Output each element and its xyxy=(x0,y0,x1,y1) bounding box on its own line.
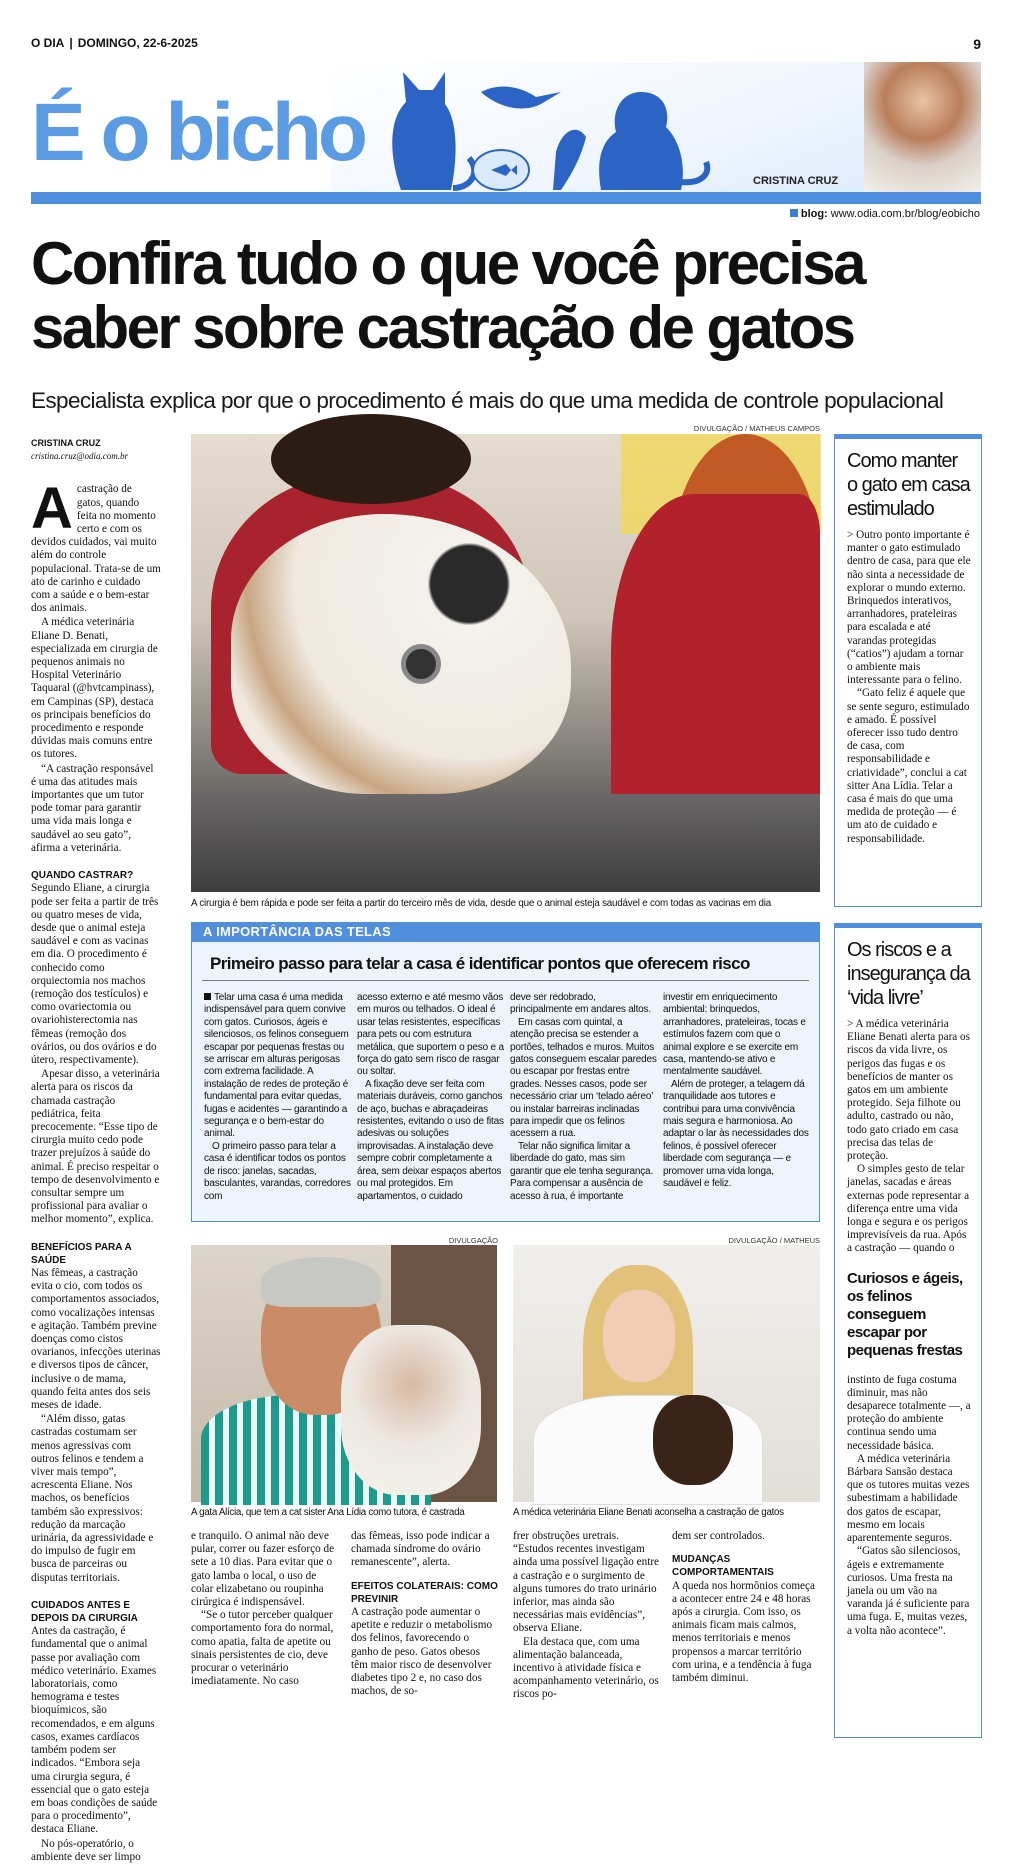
newspaper-name: O DIA xyxy=(31,36,65,50)
photo-credit: DIVULGAÇÃO xyxy=(448,1236,498,1245)
telas-box xyxy=(191,942,820,1222)
photo-caption: A gata Alícia, que tem a cat sister Ana Lídia como tutora, é castrada xyxy=(191,1507,465,1518)
paragraph: frer obstruções uretrais. “Estudos recentes investigam ainda uma possível ligação entre a castração e o surgimento de alguns tumores do trato urinário inferior, mas ainda são necessárias mais evidências”, observa Eliane. xyxy=(513,1530,660,1635)
article-bottom-column-4 xyxy=(672,1530,820,1685)
subheading-behavior: MUDANÇAS COMPORTAMENTAIS xyxy=(672,1554,774,1579)
photo-credit: DIVULGAÇÃO / MATHEUS xyxy=(728,1236,820,1245)
section-banner xyxy=(31,62,981,204)
article-bottom-column-2 xyxy=(351,1530,499,1698)
paragraph: deve ser redobrado, principalmente em andares altos. xyxy=(510,992,651,1016)
paragraph: “Além disso, gatas castradas costumam ser menos agressivas com outros felinos e tendem a viver mais tempo”, acrescenta Eliane. Nos machos, os benefícios também são expressivos: redução da marcação urinária, da agressividade e do impulso de fugir em busca de parceiras ou disputas territoriais. xyxy=(31,1413,154,1584)
square-bullet-icon xyxy=(204,993,211,1000)
headline: Confira tudo o que você precisa saber sobre castração de gatos xyxy=(31,230,864,361)
paragraph: e tranquilo. O animal não deve pular, correr ou fazer esforço de sete a 10 dias. Para evitar que o gato lamba o local, o uso de colar elizabetano ou roupinha cirúrgica é indispensável. xyxy=(191,1530,335,1609)
photo-cat xyxy=(231,514,571,794)
stethoscope-icon xyxy=(401,644,441,684)
subheading-when: QUANDO CASTRAR? xyxy=(31,870,134,882)
paragraph: Ela destaca que, com uma alimentação balanceada, incentivo à atividade física e acompanhamento veterinário, os riscos po- xyxy=(513,1635,659,1701)
lead-paragraph: Acastração de gatos, quando feita no momento certo e com os devidos cuidados, vai muito além do controle populacional. Trata-se de um ato de carinho e cuidado com a saúde e o bem-estar dos animais. xyxy=(31,476,161,615)
telas-title: Primeiro passo para telar a casa é identificar pontos que oferecem risco xyxy=(202,950,809,981)
article-bottom-column-1 xyxy=(191,1530,339,1688)
paragraph: A castração pode aumentar o apetite e reduzir o metabolismo dos felinos, favorecendo o ganho de peso. Gatos obesos têm maior risco de desenvolver diabetes tipo 2 e, no caso dos machos, de so- xyxy=(351,1606,493,1698)
photo-person-hair xyxy=(261,1257,381,1307)
telas-section-bar: A IMPORTÂNCIA DAS TELAS xyxy=(191,922,820,942)
paragraph: Além de proteger, a telagem dá tranquilidade aos tutores e contribui para uma convivência mais segura e harmoniosa. Ao adaptar o lar às necessidades dos felinos, é possível oferecer liberdade com segurança — e promover uma vida longa, saudável e feliz. xyxy=(663,1078,809,1190)
photo-kitten xyxy=(653,1395,733,1485)
paragraph: Em casas com quintal, a atenção precisa se estender a portões, telhados e muros. Muitos gatos conseguem escalar paredes ou escapar por frestas entre grades. Nesses casos, pode ser necessário criar um ‘telado aéreo’ ou instalar barreiras inclinadas para impedir que os felinos acessem a rua. xyxy=(510,1016,657,1140)
paragraph: O simples gesto de telar janelas, sacadas e áreas externas pode representar a diferença entre uma vida longa e segura e os perigos imprevisíveis da rua. Após a castração — quando o xyxy=(847,1163,970,1255)
columnist-name: CRISTINA CRUZ xyxy=(753,175,839,187)
animal-silhouettes-icon xyxy=(361,62,741,192)
subheading-care: CUIDADOS ANTES E DEPOIS DA CIRURGIA xyxy=(31,1599,138,1625)
page-number: 9 xyxy=(973,36,981,52)
main-photo xyxy=(191,434,820,892)
telas-column-1 xyxy=(204,992,351,1203)
article-left-column xyxy=(31,437,161,1865)
sidebar-title: Como manter o gato em casa estimulado xyxy=(847,450,970,520)
blog-label: blog: xyxy=(800,208,828,220)
main-photo-caption: A cirurgia é bem rápida e pode ser feita a partir do terceiro mês de vida, desde que o animal esteja saudável e com todas as vacinas em dia xyxy=(191,898,771,909)
drop-cap: A xyxy=(31,476,73,542)
paragraph: Telar uma casa é uma medida indispensável para quem convive com gatos. Curiosos, ágeis e silenciosos, os felinos conseguem escapar por pequenas frestas ou se arriscar em alturas perigosas com extrema facilidade. A instalação de redes de proteção é fundamental para evitar quedas, fugas e acidentes — garantindo a segurança e o bem-estar do animal. xyxy=(204,992,349,1140)
section-logo: É o bicho xyxy=(31,87,364,178)
square-bullet-icon xyxy=(790,209,798,217)
subheadline: Especialista explica por que o procedimento é mais do que uma medida de controle populacional xyxy=(31,388,944,413)
photo-caption: A médica veterinária Eliane Benati aconselha a castração de gatos xyxy=(513,1507,784,1518)
article-bottom-column-3 xyxy=(513,1530,661,1702)
telas-column-3 xyxy=(510,992,657,1203)
paragraph: “A castração responsável é uma das atitudes mais importantes que um tutor pode tomar para garantir uma vida mais longa e saudável ao seu gato”, afirma a veterinária. xyxy=(31,762,154,854)
photo-credit: DIVULGAÇÃO / MATHEUS CAMPOS xyxy=(693,424,820,433)
paragraph: A queda nos hormônios começa a acontecer entre 24 e 48 horas após a cirurgia. Com isso, os animais ficam mais calmos, menos territoriais e menos propensos a marcar território com urina, e a tendência à fuga também diminui. xyxy=(672,1579,815,1685)
subheading-benefits: BENEFÍCIOS PARA A SAÚDE xyxy=(31,1241,132,1266)
paragraph: A médica veterinária Bárbara Sansão destaca que os tutores muitas vezes subestimam a habilidade dos gatos de escapar, mesmo em locais aparentemente seguros. xyxy=(847,1452,970,1545)
paragraph: “Se o tutor perceber qualquer comportamento fora do normal, como apatia, falta de apetite ou sinais persistentes de cio, deve procurar o veterinário imediatamente. No caso xyxy=(191,1609,334,1688)
photo-exam-table xyxy=(191,794,820,892)
paragraph: Segundo Eliane, a cirurgia pode ser feita a partir de três ou quatro meses de vida, desde que o animal esteja saudável e com as vacinas em dia. O procedimento é conhecido como orquiectomia nos machos (remoção dos testículos) e como ovariectomia ou ovariohisterectomia nas fêmeas (remoção dos ovários, ou dos ovários e do útero, respectivamente). xyxy=(31,882,159,1066)
paragraph: das fêmeas, isso pode indicar a chamada síndrome do ovário remanescente”, alerta. xyxy=(351,1530,490,1569)
paragraph: Nas fêmeas, a castração evita o cio, com todos os comportamentos associados, como vocalizações intensas e agitação. Também previne doenças como cistos ovarianos, infecções uterinas e diversos tipos de câncer, inclusive o de mama, quando feita antes dos seis meses de idade. xyxy=(31,1266,161,1412)
sidebar-title: Os riscos e a insegurança da ‘vida livre’ xyxy=(847,939,970,1009)
photo-vet-hair-left xyxy=(271,414,471,504)
paragraph: Telar não significa limitar a liberdade do gato, mas sim garantir que ele tenha segurança. Para compensar a ausência de acesso à rua, é importante xyxy=(510,1140,653,1202)
photo-vet-eliane xyxy=(513,1245,820,1502)
paragraph: Apesar disso, a veterinária alerta para os riscos da chamada castração pediátrica, feita precocemente. “Esse tipo de cirurgia muito cedo pode trazer prejuízos à saúde do animal. É preciso respeitar o tempo de desenvolvimento e consultar sempre um profissional para avaliar o melhor momento”, explica. xyxy=(31,1068,160,1226)
blog-url: www.odia.com.br/blog/eobicho xyxy=(830,208,980,220)
author-email[interactable]: cristina.cruz@odia.com.br xyxy=(31,451,129,462)
paragraph: A médica veterinária Eliane D. Benati, especializada em cirurgia de pequenos animais no Hospital Veterinário Taquaral (@hvtcampinass), em Campinas (SP), destaca os principais benefícios do procedimento e responde dúvidas mais comuns entre os tutores. xyxy=(31,616,158,761)
paragraph: investir em enriquecimento ambiental: brinquedos, arranhadores, prateleiras, tocas e estímulos fazem com que o animal explore e se exercite em casa, mantendo-se ativo e mentalmente saudável. xyxy=(663,992,806,1078)
paragraph: Antes da castração, é fundamental que o animal passe por avaliação com médico veterinário. Exames laboratoriais, como hemograma e testes bioquímicos, são recomendados, e em alguns casos, exames cardíacos também podem ser indicados. “Embora seja uma cirurgia segura, é essencial que o gato esteja em boas condições de saúde para o procedimento”, destaca Eliane. xyxy=(31,1625,158,1836)
columnist-photo xyxy=(864,62,981,192)
telas-column-2 xyxy=(357,992,504,1203)
paragraph: > Outro ponto importante é manter o gato estimulado dentro de casa, para que ele não sinta a necessidade de explorar o mundo externo. Brinquedos interativos, arranhadores, prateleiras para escalada e até varandas protegidas (“catios”) ajudam a tornar o ambiente mais interessante para o felino. xyxy=(847,529,971,687)
paragraph: A fixação deve ser feita com materiais duráveis, como ganchos de aço, buchas e abraçadeiras resistentes, evitando o uso de fitas adesivas ou soluções improvisadas. A instalação deve sempre cobrir completamente a área, sem deixar espaços abertos ou mal protegidos. Em apartamentos, o cuidado xyxy=(357,1078,504,1202)
paragraph: “Gatos são silenciosos, ágeis e extremamente curiosos. Uma fresta na janela ou um vão na varanda já é suficiente para uma fuga. E, muitas vezes, a volta não acontece”. xyxy=(847,1545,970,1637)
banner-band xyxy=(31,192,981,204)
sidebar-risks xyxy=(834,923,982,1738)
paragraph: > A médica veterinária Eliane Benati alerta para os riscos da vida livre, os perigos das fugas e os benefícios de manter os gatos em um ambiente protegido. Seja filhote ou adulto, castrado ou não, todo gato criado em casa precisa das telas de proteção. xyxy=(847,1018,971,1163)
pull-quote: Curiosos e ágeis, os felinos conseguem escapar por pequenas frestas xyxy=(847,1269,963,1359)
paragraph: instinto de fuga costuma diminuir, mas não desaparece totalmente —, a proteção do ambiente continua sendo uma necessidade básica. xyxy=(847,1373,971,1452)
paragraph: No pós-operatório, o ambiente deve ser limpo xyxy=(31,1837,141,1863)
telas-column-4 xyxy=(663,992,810,1191)
paragraph: dem ser controlados. xyxy=(672,1530,765,1542)
author-name: CRISTINA CRUZ xyxy=(31,438,101,448)
paragraph: “Gato feliz é aquele que se sente seguro, estimulado e amado. É possível oferecer isso tudo dentro de casa, com responsabilidade e criatividade”, conclui a cat sitter Ana Lídia. Telar a casa é mais do que uma medida de proteção — é um ato de cuidado e responsabilidade. xyxy=(847,687,970,845)
photo-alicia xyxy=(191,1245,497,1502)
issue-date: DOMINGO, 22-6-2025 xyxy=(77,36,198,50)
subheading-side-effects: EFEITOS COLATERAIS: COMO PREVINIR xyxy=(351,1580,498,1605)
page-header: O DIA | DOMINGO, 22-6-2025 9 xyxy=(31,36,981,52)
paragraph: O primeiro passo para telar a casa é identificar todos os pontos de risco: janelas, sacadas, basculantes, varandas, corredores com xyxy=(204,1140,351,1202)
photo-person-face xyxy=(603,1290,675,1382)
blog-link[interactable] xyxy=(770,208,980,220)
sidebar-stimulation xyxy=(834,434,982,907)
photo-cat xyxy=(341,1325,481,1495)
paragraph: acesso externo e até mesmo vãos em muros ou telhados. O ideal é usar telas resistentes, específicas para pets ou com estrutura metálica, que suportem o peso e a força do gato sem risco de rasgar ou soltar. xyxy=(357,992,504,1078)
